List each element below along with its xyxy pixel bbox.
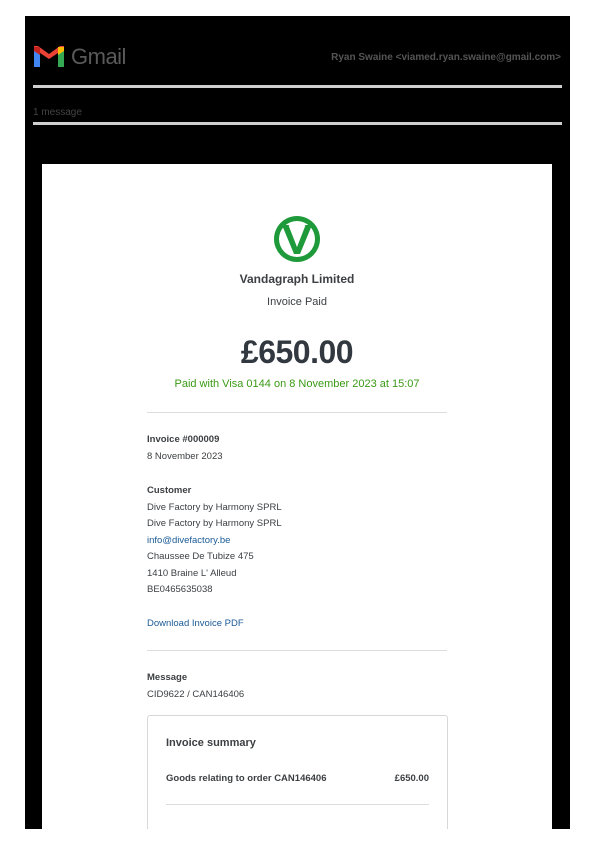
- section-divider: [147, 412, 447, 413]
- customer-address-line: Chaussee De Tubize 475: [147, 551, 254, 562]
- invoice-amount: £650.00: [240, 334, 354, 370]
- summary-divider: [166, 804, 429, 805]
- message-section: [147, 670, 447, 703]
- vandagraph-logo-icon: [273, 215, 321, 263]
- invoice-details: [147, 432, 447, 465]
- company-name: Vandagraph Limited: [239, 272, 355, 286]
- download-section: [147, 616, 447, 633]
- invoice-number: Invoice #000009: [147, 434, 220, 445]
- download-invoice-link[interactable]: Download Invoice PDF: [147, 618, 244, 629]
- summary-title: Invoice summary: [166, 737, 256, 749]
- gmail-logo-icon: [33, 44, 65, 68]
- gmail-header: [25, 16, 570, 86]
- customer-details: [147, 483, 447, 599]
- message-label: Message: [147, 672, 188, 683]
- print-frame: [25, 16, 570, 829]
- message-text: CID9622 / CAN146406: [147, 688, 245, 700]
- invoice-status: Invoice Paid: [267, 296, 327, 308]
- line-item-description: Goods relating to order CAN146406: [166, 773, 327, 784]
- invoice-date: 8 November 2023: [147, 450, 223, 462]
- thread-divider: [33, 122, 562, 125]
- header-divider: [33, 85, 562, 88]
- message-count: 1 message: [33, 107, 82, 118]
- sender-address: Ryan Swaine <viamed.ryan.swaine@gmail.com>: [331, 52, 561, 63]
- customer-email-link[interactable]: info@divefactory.be: [147, 534, 231, 546]
- section-divider: [147, 650, 447, 651]
- customer-name: Dive Factory by Harmony SPRL: [147, 518, 282, 529]
- invoice-summary-card: [147, 715, 448, 829]
- payment-confirmation: Paid with Visa 0144 on 8 November 2023 at 15:07: [174, 378, 420, 390]
- customer-name: Dive Factory by Harmony SPRL: [147, 501, 282, 513]
- gmail-wordmark: Gmail: [71, 44, 126, 69]
- customer-vat-number: BE0465635038: [147, 584, 213, 595]
- customer-address-line: 1410 Braine L' Alleud: [147, 567, 237, 579]
- customer-label: Customer: [147, 485, 192, 496]
- email-body: [42, 164, 552, 829]
- line-item-amount: £650.00: [394, 773, 429, 784]
